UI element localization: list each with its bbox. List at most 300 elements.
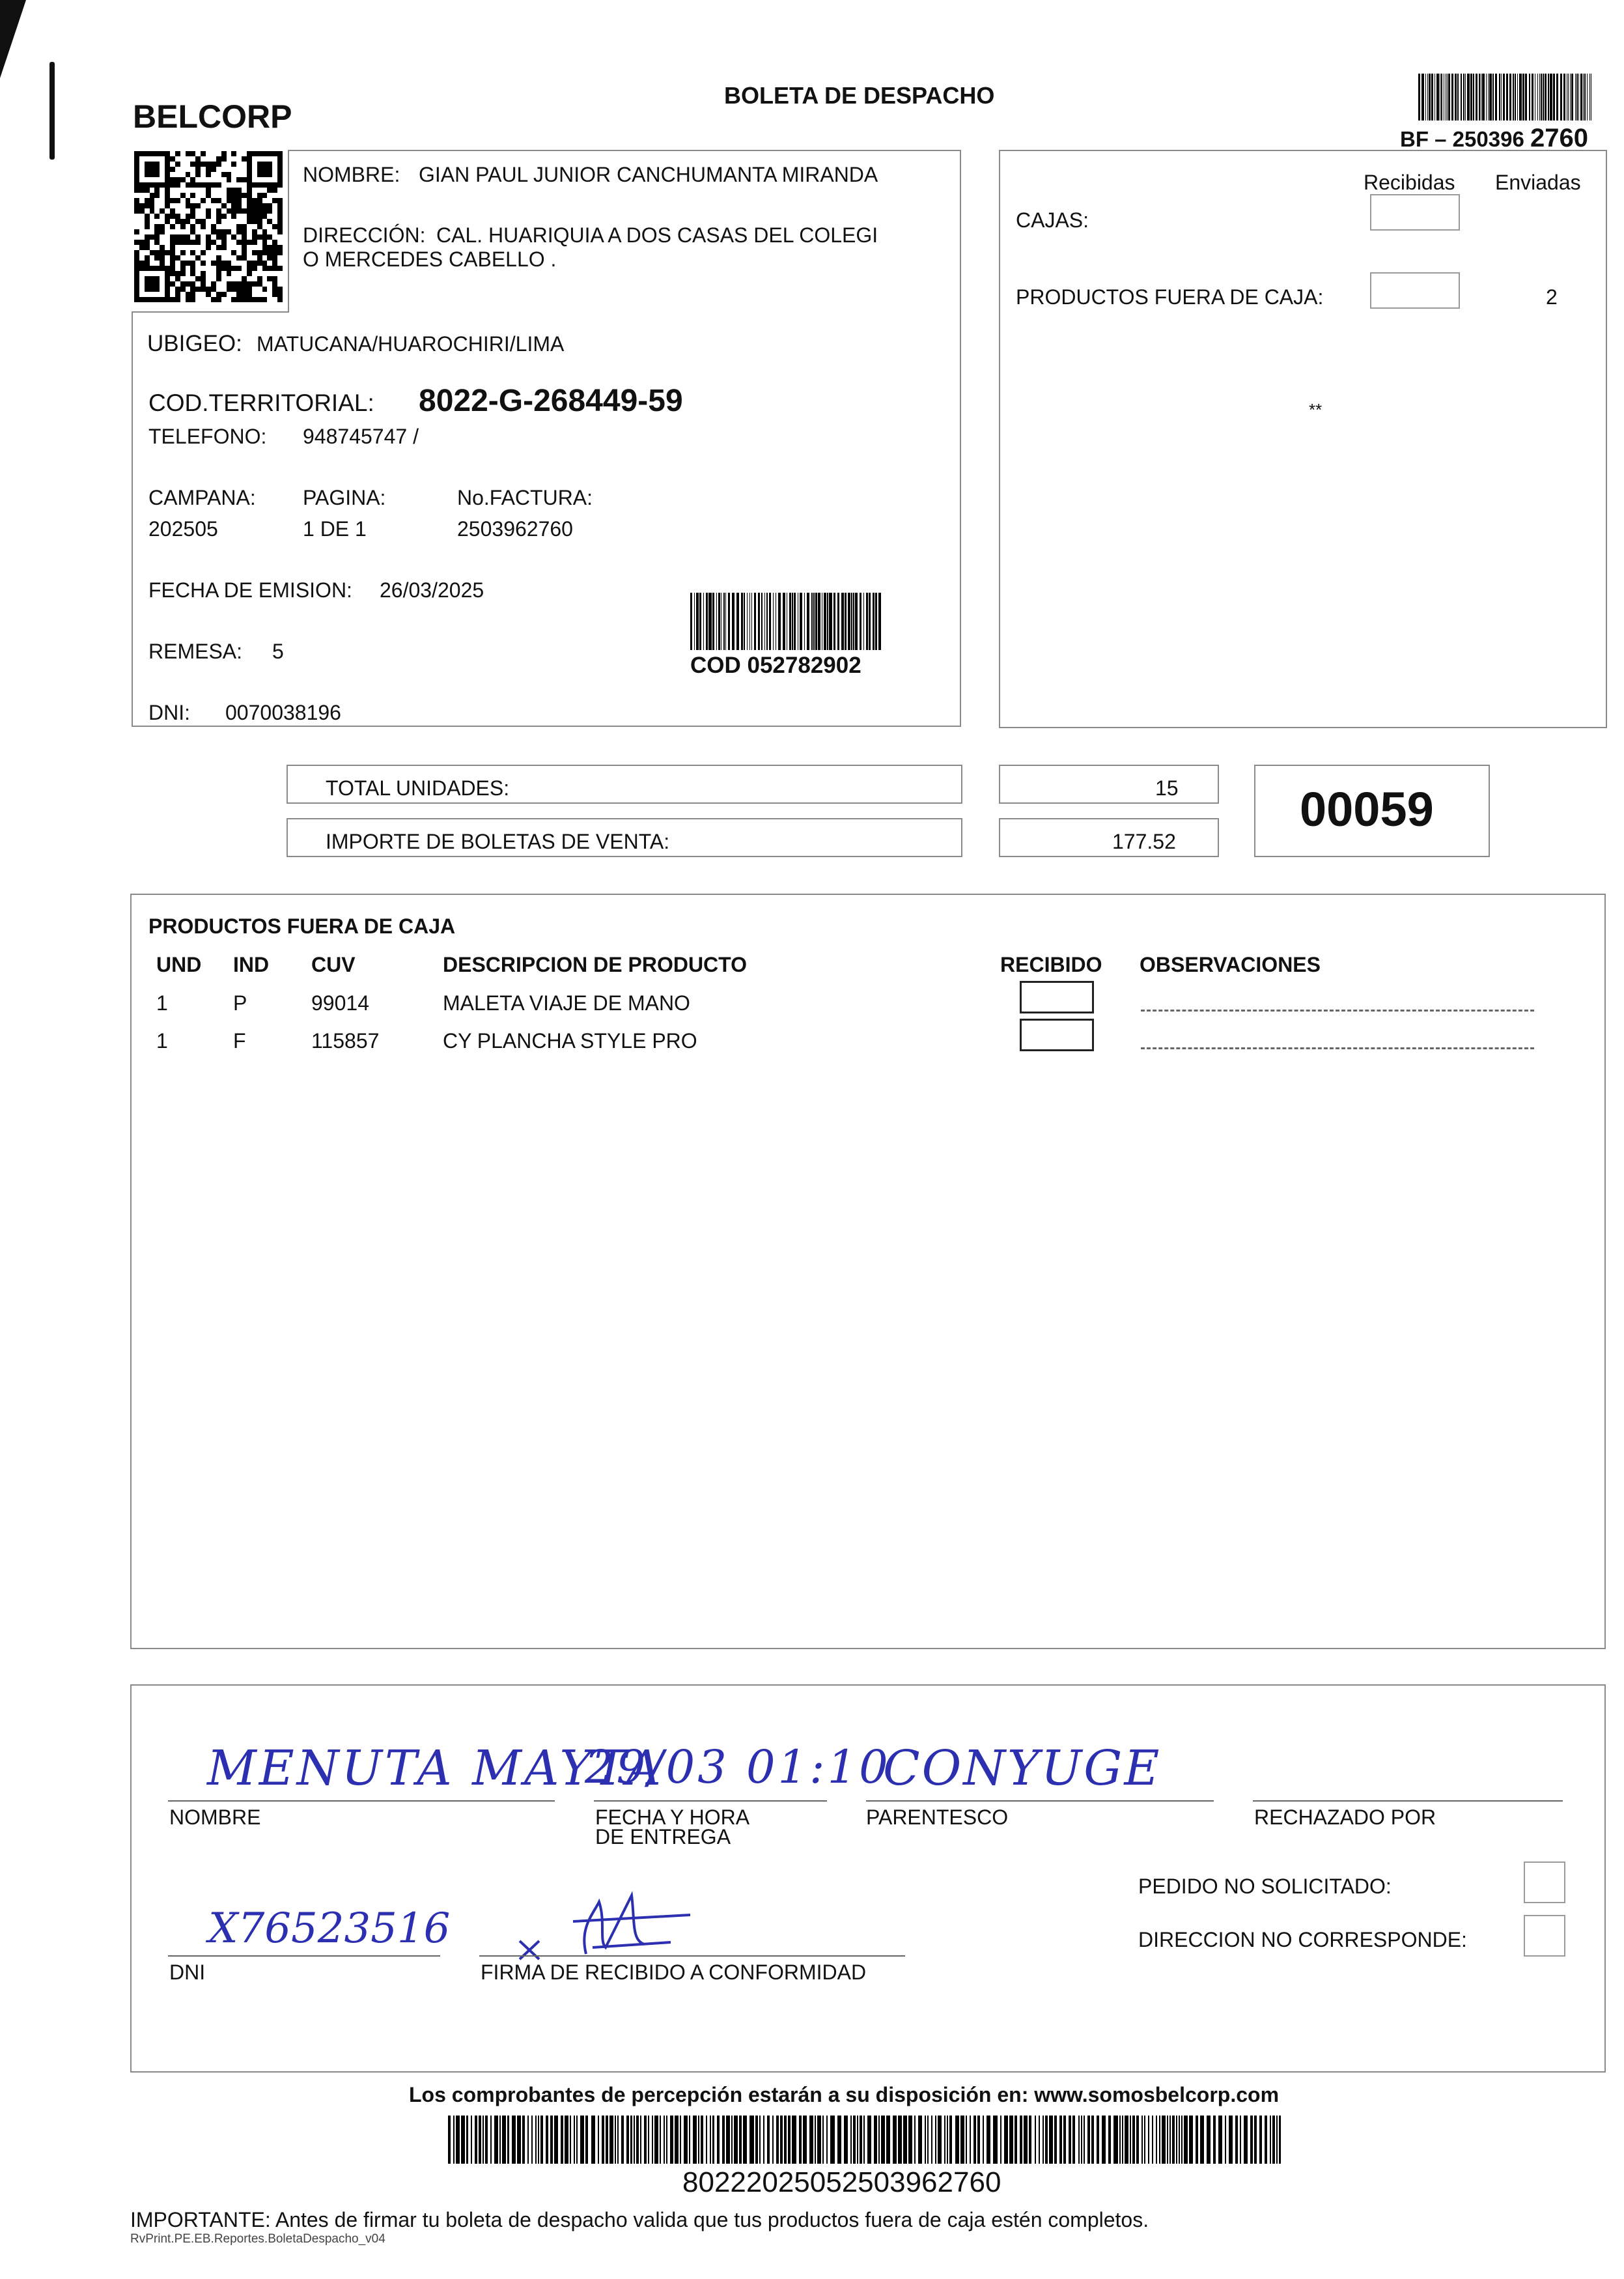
row-cuv: 99014: [311, 991, 369, 1015]
qr-module: [150, 281, 155, 287]
qr-module: [227, 229, 232, 234]
qr-module: [154, 261, 160, 266]
qr-module: [180, 219, 186, 224]
qr-module: [277, 250, 283, 255]
qr-module: [160, 297, 165, 302]
qr-module: [180, 193, 186, 198]
qr-module: [262, 281, 268, 287]
qr-module: [221, 224, 227, 229]
qr-module: [231, 281, 236, 287]
qr-module: [247, 297, 252, 302]
qr-module: [236, 162, 242, 167]
qr-module: [139, 229, 145, 234]
qr-module: [195, 229, 201, 234]
pagina-label: PAGINA:: [303, 486, 386, 509]
qr-module: [134, 245, 139, 250]
qr-module: [277, 276, 283, 281]
qr-module: [201, 162, 206, 167]
qr-module: [267, 198, 272, 203]
qr-module: [242, 245, 247, 250]
qr-module: [160, 276, 165, 281]
qr-module: [216, 266, 221, 271]
qr-module: [252, 172, 257, 177]
qr-module: [145, 276, 150, 281]
qr-module: [150, 188, 155, 193]
qr-module: [154, 297, 160, 302]
qr-module: [211, 198, 216, 203]
qr-module: [236, 266, 242, 271]
qr-module: [277, 172, 283, 177]
qr-module: [231, 287, 236, 292]
qr-module: [236, 193, 242, 198]
qr-module: [231, 266, 236, 271]
fecha-emision-value: 26/03/2025: [380, 578, 484, 602]
observaciones-line[interactable]: [1141, 1010, 1534, 1012]
total-unidades-label: TOTAL UNIDADES:: [326, 776, 510, 800]
qr-module: [186, 297, 191, 302]
qr-module: [195, 271, 201, 276]
qr-module: [201, 151, 206, 156]
qr-module: [257, 271, 262, 276]
qr-module: [145, 271, 150, 276]
qr-module: [227, 234, 232, 240]
qr-module: [134, 255, 139, 261]
signature-stroke: [573, 1895, 690, 1954]
qr-module: [257, 287, 262, 292]
qr-module: [272, 224, 277, 229]
qr-module: [262, 151, 268, 156]
qr-module: [257, 193, 262, 198]
qr-module: [150, 224, 155, 229]
qr-module: [170, 234, 175, 240]
qr-module: [252, 177, 257, 182]
qr-module: [267, 177, 272, 182]
qr-module: [211, 229, 216, 234]
qr-module: [154, 276, 160, 281]
qr-module: [150, 203, 155, 208]
qr-module: [236, 245, 242, 250]
qr-module: [165, 172, 170, 177]
qr-module: [165, 198, 170, 203]
qr-module: [221, 297, 227, 302]
qr-module: [242, 182, 247, 188]
qr-module: [195, 255, 201, 261]
qr-module: [154, 156, 160, 162]
qr-module: [160, 203, 165, 208]
qr-module: [247, 245, 252, 250]
qr-module: [195, 261, 201, 266]
qr-module: [150, 162, 155, 167]
qr-module: [272, 162, 277, 167]
qr-module: [134, 188, 139, 193]
direccion-label: DIRECCIÓN:: [303, 223, 426, 247]
dni-line[interactable]: [168, 1955, 440, 1957]
qr-module: [150, 214, 155, 219]
qr-module: [134, 234, 139, 240]
qr-module: [160, 188, 165, 193]
qr-module: [190, 240, 195, 245]
qr-module: [242, 167, 247, 172]
qr-module: [190, 234, 195, 240]
qr-module: [165, 193, 170, 198]
qr-module: [150, 172, 155, 177]
qr-module: [190, 287, 195, 292]
qr-module: [180, 287, 186, 292]
route-number: 00059: [1300, 782, 1434, 836]
qr-module: [247, 151, 252, 156]
qr-module: [160, 234, 165, 240]
qr-module: [257, 250, 262, 255]
qr-module: [190, 297, 195, 302]
qr-module: [180, 188, 186, 193]
qr-module: [195, 208, 201, 214]
qr-module: [201, 208, 206, 214]
qr-module: [247, 271, 252, 276]
qr-module: [165, 219, 170, 224]
productos-recibidas-checkbox[interactable]: [1370, 272, 1460, 309]
qr-module: [180, 214, 186, 219]
scan-mark: [49, 62, 55, 160]
qr-module: [242, 234, 247, 240]
qr-module: [175, 266, 180, 271]
document-number: [1400, 124, 1588, 153]
qr-module: [262, 229, 268, 234]
fecha-hora-label-1: FECHA Y HORA: [595, 1805, 750, 1829]
importe-value: 177.52: [1112, 830, 1176, 853]
qr-module: [236, 208, 242, 214]
qr-module: [231, 167, 236, 172]
qr-module: [216, 188, 221, 193]
qr-module: [252, 167, 257, 172]
qr-module: [134, 276, 139, 281]
col-descripcion: DESCRIPCION DE PRODUCTO: [443, 953, 748, 976]
qr-module: [190, 261, 195, 266]
qr-module: [247, 224, 252, 229]
qr-module: [252, 208, 257, 214]
qr-module: [242, 276, 247, 281]
qr-module: [272, 234, 277, 240]
qr-module: [150, 240, 155, 245]
qr-module: [272, 245, 277, 250]
qr-module: [206, 203, 211, 208]
qr-module: [216, 276, 221, 281]
qr-module: [206, 151, 211, 156]
qr-module: [175, 281, 180, 287]
qr-module: [165, 188, 170, 193]
productos-enviadas-value: 2: [1546, 285, 1558, 309]
qr-module: [195, 156, 201, 162]
qr-module: [211, 193, 216, 198]
qr-module: [160, 266, 165, 271]
qr-module: [206, 271, 211, 276]
qr-module: [267, 167, 272, 172]
qr-module: [180, 240, 186, 245]
qr-module: [227, 255, 232, 261]
qr-module: [247, 208, 252, 214]
qr-module: [272, 188, 277, 193]
qr-module: [145, 177, 150, 182]
direccion-no-corresponde-label: DIRECCION NO CORRESPONDE:: [1138, 1928, 1467, 1951]
qr-module: [170, 167, 175, 172]
qr-module: [190, 214, 195, 219]
qr-module: [160, 292, 165, 297]
qr-module: [201, 177, 206, 182]
qr-module: [154, 162, 160, 167]
qr-module: [252, 250, 257, 255]
firma-line[interactable]: [479, 1955, 905, 1957]
qr-module: [242, 214, 247, 219]
recibido-checkbox[interactable]: [1020, 1019, 1094, 1051]
handwritten-fecha: 29/03 01:10: [585, 1740, 891, 1794]
qr-module: [247, 177, 252, 182]
qr-module: [242, 271, 247, 276]
dni-value: 0070038196: [225, 701, 341, 724]
important-label: IMPORTANTE:: [130, 2208, 271, 2231]
qr-module: [154, 214, 160, 219]
qr-module: [165, 156, 170, 162]
qr-module: [272, 172, 277, 177]
qr-module: [195, 177, 201, 182]
qr-module: [165, 167, 170, 172]
qr-module: [201, 234, 206, 240]
qr-module: [175, 198, 180, 203]
qr-module: [165, 287, 170, 292]
qr-module: [195, 276, 201, 281]
qr-module: [145, 182, 150, 188]
rechazado-line[interactable]: [1253, 1800, 1563, 1802]
qr-module: [221, 167, 227, 172]
qr-module: [170, 214, 175, 219]
col-und: UND: [156, 953, 202, 976]
qr-module: [262, 255, 268, 261]
qr-module: [160, 240, 165, 245]
qr-module: [190, 255, 195, 261]
qr-module: [267, 261, 272, 266]
campana-value: 202505: [148, 517, 218, 541]
qr-module: [154, 240, 160, 245]
qr-module: [160, 287, 165, 292]
importe-label: IMPORTE DE BOLETAS DE VENTA:: [326, 830, 670, 853]
qr-module: [180, 297, 186, 302]
qr-module: [190, 182, 195, 188]
qr-module: [150, 261, 155, 266]
qr-module: [227, 240, 232, 245]
qr-module: [134, 224, 139, 229]
qr-module: [150, 292, 155, 297]
qr-module: [180, 151, 186, 156]
qr-module: [186, 261, 191, 266]
qr-module: [262, 156, 268, 162]
qr-module: [195, 219, 201, 224]
qr-module: [190, 281, 195, 287]
qr-module: [145, 261, 150, 266]
qr-module: [267, 266, 272, 271]
fecha-hora-label-2: DE ENTREGA: [595, 1825, 731, 1848]
qr-module: [247, 214, 252, 219]
qr-module: [262, 193, 268, 198]
qr-module: [145, 266, 150, 271]
qr-module: [145, 162, 150, 167]
qr-module: [201, 203, 206, 208]
qr-module: [145, 281, 150, 287]
qr-module: [160, 255, 165, 261]
qr-module: [206, 250, 211, 255]
qr-module: [165, 229, 170, 234]
qr-module: [170, 271, 175, 276]
qr-module: [139, 261, 145, 266]
fecha-line[interactable]: [594, 1800, 827, 1802]
qr-module: [201, 182, 206, 188]
qr-module: [257, 214, 262, 219]
qr-module: [180, 281, 186, 287]
qr-module: [180, 224, 186, 229]
qr-module: [247, 261, 252, 266]
qr-module: [139, 250, 145, 255]
qr-module: [267, 193, 272, 198]
qr-module: [252, 287, 257, 292]
qr-module: [236, 229, 242, 234]
qr-module: [252, 156, 257, 162]
qr-module: [154, 287, 160, 292]
observaciones-line[interactable]: [1141, 1047, 1534, 1049]
qr-module: [242, 250, 247, 255]
qr-module: [262, 224, 268, 229]
qr-module: [231, 172, 236, 177]
qr-module: [231, 188, 236, 193]
qr-module: [170, 266, 175, 271]
qr-module: [236, 214, 242, 219]
qr-module: [134, 297, 139, 302]
qr-module: [216, 162, 221, 167]
qr-module: [242, 172, 247, 177]
qr-module: [145, 151, 150, 156]
qr-module: [206, 188, 211, 193]
qr-module: [211, 219, 216, 224]
qr-module: [247, 250, 252, 255]
col-cuv: CUV: [311, 953, 356, 976]
importe-value-box: [999, 818, 1219, 857]
factura-value: 2503962760: [457, 517, 573, 541]
qr-module: [154, 167, 160, 172]
qr-module: [160, 156, 165, 162]
qr-module: [154, 172, 160, 177]
qr-module: [175, 297, 180, 302]
qr-module: [175, 177, 180, 182]
qr-module: [175, 172, 180, 177]
recibido-checkbox[interactable]: [1020, 981, 1094, 1013]
qr-module: [216, 198, 221, 203]
qr-module: [190, 167, 195, 172]
qr-module: [175, 203, 180, 208]
cajas-recibidas-checkbox[interactable]: [1370, 194, 1460, 231]
qr-module: [277, 229, 283, 234]
nombre-line[interactable]: [168, 1800, 555, 1802]
qr-module: [231, 162, 236, 167]
qr-module: [277, 214, 283, 219]
cod-barcode-text: COD 052782902: [690, 653, 861, 678]
qr-module: [206, 261, 211, 266]
qr-module: [134, 266, 139, 271]
qr-module: [195, 151, 201, 156]
qr-module: [190, 276, 195, 281]
qr-module: [277, 297, 283, 302]
qr-module: [150, 297, 155, 302]
qr-module: [201, 245, 206, 250]
qr-module: [195, 287, 201, 292]
qr-module: [242, 224, 247, 229]
qr-module: [257, 198, 262, 203]
qr-module: [190, 219, 195, 224]
qr-module: [252, 224, 257, 229]
direccion-no-corresponde-checkbox[interactable]: [1524, 1915, 1565, 1957]
qr-module: [134, 156, 139, 162]
qr-module: [272, 266, 277, 271]
qr-module: [211, 208, 216, 214]
qr-module: [236, 240, 242, 245]
qr-module: [170, 255, 175, 261]
qr-module: [247, 287, 252, 292]
qr-module: [175, 156, 180, 162]
qr-module: [272, 229, 277, 234]
qr-module: [252, 240, 257, 245]
qr-module: [247, 255, 252, 261]
qr-module: [165, 162, 170, 167]
direccion-line2: O MERCEDES CABELLO .: [303, 248, 557, 271]
qr-module: [154, 151, 160, 156]
qr-module: [154, 193, 160, 198]
qr-module: [227, 188, 232, 193]
qr-module: [154, 292, 160, 297]
qr-module: [134, 292, 139, 297]
qr-module: [216, 287, 221, 292]
qr-module: [227, 224, 232, 229]
qr-module: [211, 188, 216, 193]
qr-module: [211, 261, 216, 266]
qr-module: [221, 177, 227, 182]
qr-module: [252, 198, 257, 203]
parentesco-line[interactable]: [866, 1800, 1214, 1802]
qr-module: [262, 271, 268, 276]
qr-module: [211, 281, 216, 287]
qr-module: [211, 156, 216, 162]
recipient-box-left: [132, 311, 133, 727]
qr-module: [257, 151, 262, 156]
qr-module: [186, 162, 191, 167]
qr-module: [139, 224, 145, 229]
qr-module: [231, 240, 236, 245]
qr-module: [227, 261, 232, 266]
qr-module: [221, 250, 227, 255]
qr-module: [262, 276, 268, 281]
qr-module: [180, 208, 186, 214]
qr-module: [190, 292, 195, 297]
handwritten-parentesco: CONYUGE: [883, 1740, 1162, 1796]
pedido-no-solicitado-checkbox[interactable]: [1524, 1861, 1565, 1903]
qr-module: [252, 281, 257, 287]
qr-module: [221, 240, 227, 245]
footer-notice: Los comprobantes de percepción estarán a su disposición en: www.somosbelcorp.com: [409, 2083, 1280, 2106]
qr-module: [150, 266, 155, 271]
qr-module: [227, 271, 232, 276]
qr-module: [211, 250, 216, 255]
qr-module: [186, 156, 191, 162]
qr-module: [262, 167, 268, 172]
qr-module: [272, 240, 277, 245]
qr-module: [160, 172, 165, 177]
qr-module: [231, 297, 236, 302]
qr-module: [262, 219, 268, 224]
total-unidades-value-box: [999, 765, 1219, 804]
